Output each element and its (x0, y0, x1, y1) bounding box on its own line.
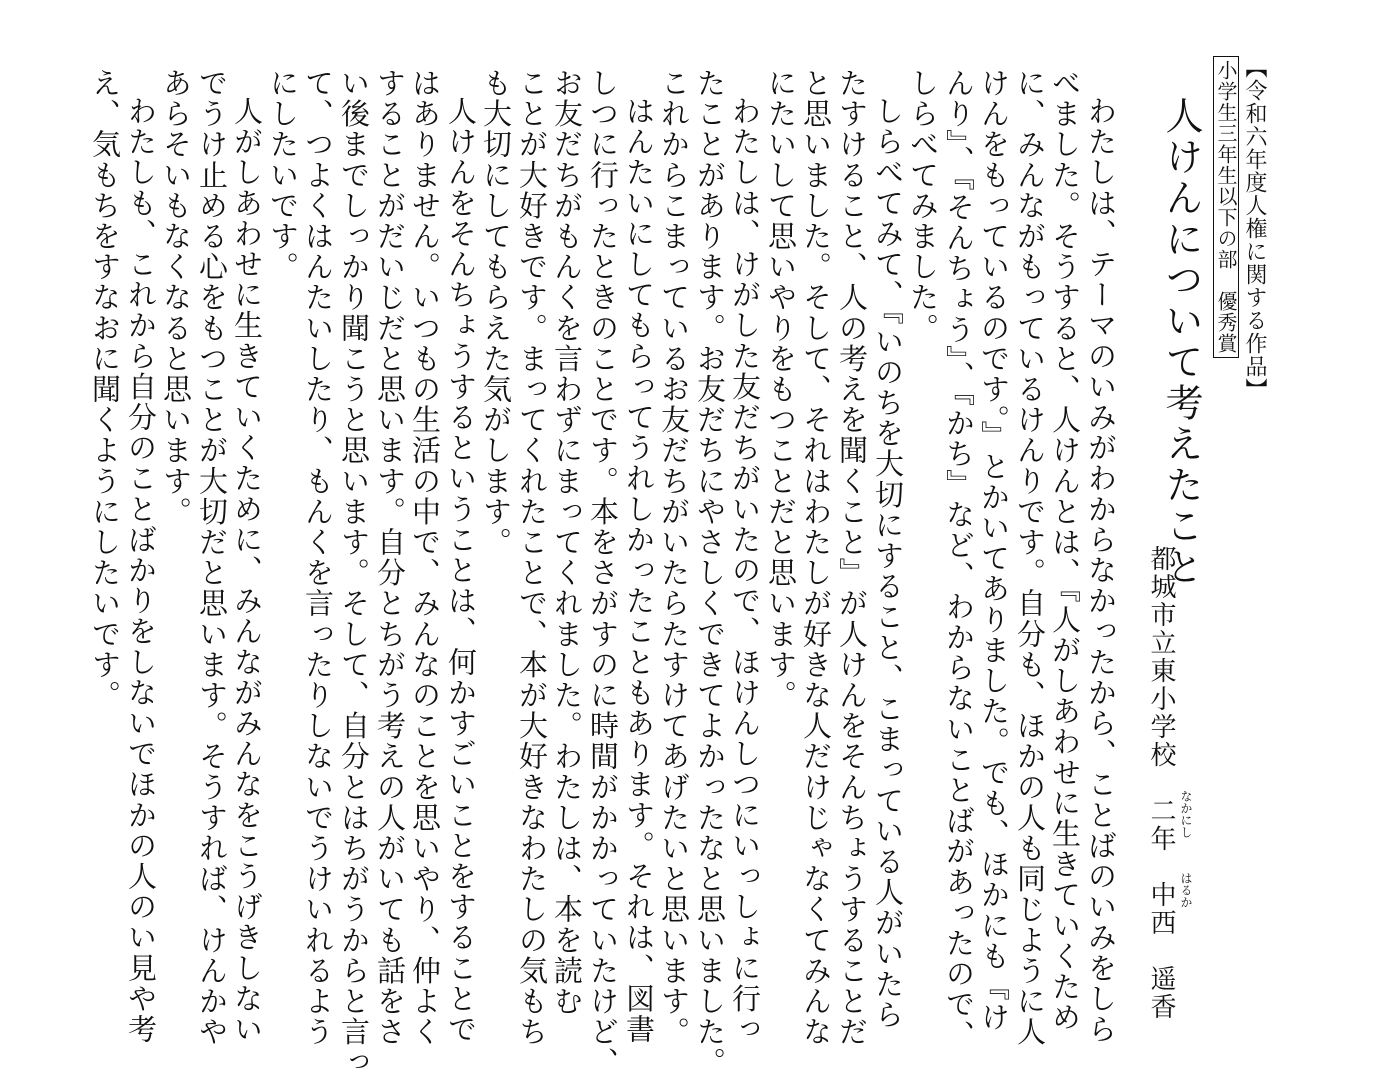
body-line: お友だちがもんくを言わずにまってくれました。わたしは、本を読む (550, 68, 584, 1017)
body-line: べました。そうすると、人けんとは、『人がしあわせに生きていくため (1048, 68, 1082, 1033)
award-category-box: 小学生三年生以下の部 優秀賞 (1213, 56, 1239, 358)
author-family-name-reading: なかにし (1179, 790, 1193, 838)
author-school-name: 都城市立東小学校 二年 中西 遥香 (1146, 545, 1176, 1021)
body-line: たすけること、人の考えを聞くこと』が人けんをそんちょうすることだ (835, 68, 869, 1048)
body-line: にたいして思いやりをもつことだと思います。 (764, 68, 798, 711)
body-line: 人けんをそんちょうするということは、何かすごいことをすることで (444, 96, 478, 1045)
body-line: にしたいです。 (266, 68, 300, 283)
body-line: することがだいじだと思います。自分とちがう考えの人がいても話をさ (373, 68, 407, 1048)
body-line: も大切にしてもらえた気がします。 (479, 68, 513, 558)
body-line: わたしは、テーマのいみがわからなかったから、ことばのいみをしら (1084, 96, 1118, 1045)
body-line: て、つよくはんたいしたり、もんくを言ったりしないでうけいれるよう (301, 68, 335, 1048)
body-line: でうけ止める心をもつことが大切だと思います。そうすれば、けんかや (195, 68, 229, 1048)
body-line: あらそいもなくなると思います。 (159, 68, 193, 527)
essay-title: 人けんについて考えたこと (1159, 96, 1203, 588)
body-line: しらべてみました。 (906, 68, 940, 344)
body-line: ことが大好きです。まってくれたことで、本が大好きなわたしの気もち (515, 68, 549, 1048)
body-line: に、みんながもっているけんりです。自分も、ほかの人も同じように人 (1013, 68, 1047, 1048)
body-line: はんたいにしてもらってうれしかったこともあります。それは、図書 (622, 96, 656, 1045)
header-label: 【令和六年度人権に関する作品】 (1242, 56, 1267, 401)
body-line: わたしも、これから自分のことばかりをしないでほかの人のい見や考 (124, 96, 158, 1045)
body-line: んり』、『そんちょう』、『かち』など、わからないことばがあったので、 (942, 68, 976, 1051)
body-line: わたしは、けがした友だちがいたので、ほけんしつにいっしょに行っ (728, 96, 762, 1045)
body-line: しらべてみて、『いのちを大切にすること、こまっている人がいたら (871, 96, 905, 1031)
body-line: けんをもっているのです。』とかいてありました。でも、ほかにも『け (977, 68, 1011, 1033)
body-line: はありません。いつもの生活の中で、みんなのことを思いやり、仲よく (408, 68, 442, 1048)
body-line: え、気もちをすなおに聞くようにしたいです。 (88, 68, 122, 711)
body-line: と思いました。そして、それはわたしが好きな人だけじゃなくてみんな (799, 68, 833, 1048)
body-line: しつに行ったときのことです。本をさがすのに時間がかかっていたけど、 (586, 68, 620, 1078)
body-line: い後までしっかり聞こうと思います。そして、自分とはちがうからと言っ (337, 68, 371, 1078)
body-line: これからこまっているお友だちがいたらたすけてあげたいと思います。 (657, 68, 691, 1048)
body-line: 人がしあわせに生きていくために、みんながみんなをこうげきしない (230, 96, 264, 1045)
author-given-name-reading: はるか (1179, 872, 1193, 908)
body-line: たことがあります。お友だちにやさしくできてよかったなと思いました。 (693, 68, 727, 1078)
